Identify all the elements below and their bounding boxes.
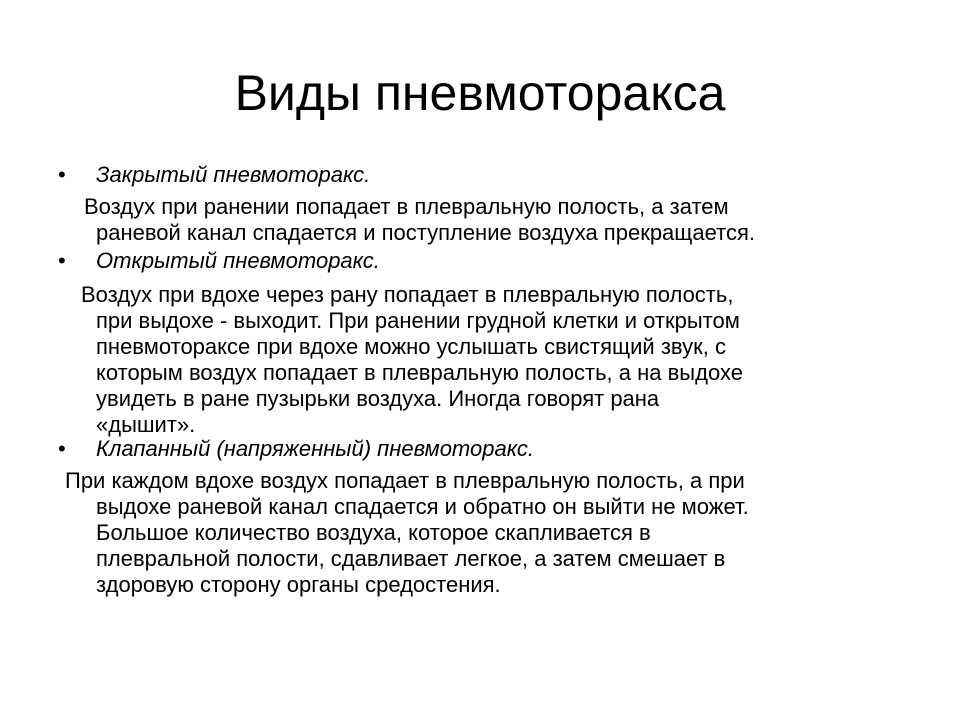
paragraph-line: Большое количество воздуха, которое скапливается в (96, 520, 651, 545)
paragraph-line: плевральной полости, сдавливает легкое, а затем смешает в (96, 546, 726, 571)
slide-body (0, 150, 960, 710)
paragraph-line: раневой канал спадается и поступление воздуха прекращается. (96, 220, 755, 245)
paragraph-line: которым воздух попадает в плевральную полость, а на выдохе (96, 360, 743, 385)
paragraph-line: увидеть в ране пузырьки воздуха. Иногда говорят рана (96, 386, 660, 411)
bullet-dot-icon: • (58, 436, 66, 461)
bullet-heading: Закрытый пневмоторакс. (96, 162, 371, 187)
paragraph-closed (84, 194, 755, 246)
paragraph-line: Воздух при вдохе через рану попадает в плевральную полость, (81, 282, 734, 307)
paragraph-line: при выдохе - выходит. При ранении грудной клетки и открытом (96, 308, 740, 333)
slide-title: Виды пневмоторакса (234, 65, 726, 121)
paragraph-line: «дышит». (96, 412, 196, 437)
paragraph-open (81, 282, 743, 438)
bullet-dot-icon: • (58, 248, 66, 273)
paragraph-line: Воздух при ранении попадает в плевральную полость, а затем (84, 194, 729, 219)
paragraph-line: выдохе раневой канал спадается и обратно он выйти не может. (96, 494, 749, 519)
paragraph-line: При каждом вдохе воздух попадает в плевральную полость, а при (65, 468, 745, 493)
paragraph-valve (65, 468, 749, 598)
paragraph-line: здоровую сторону органы средостения. (96, 572, 501, 597)
paragraph-line: пневмотораксе при вдохе можно услышать свистящий звук, с (96, 334, 726, 359)
bullet-heading: Открытый пневмоторакс. (96, 248, 380, 273)
bullet-heading: Клапанный (напряженный) пневмоторакс. (96, 436, 534, 461)
bullet-dot-icon: • (58, 162, 66, 187)
